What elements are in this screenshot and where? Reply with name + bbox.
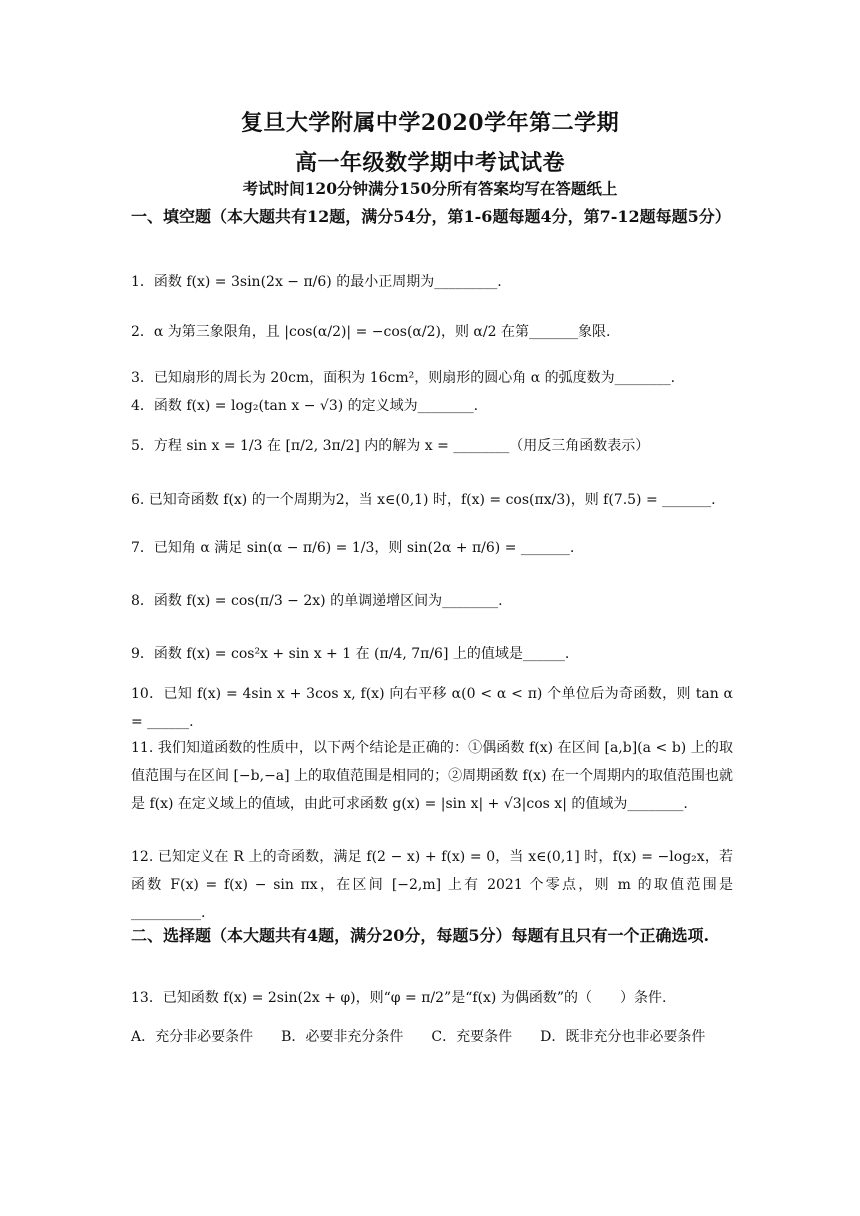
exam-title: 复旦大学附属中学2020学年第二学期 [240,110,620,136]
exam-instructions: 考试时间120分钟满分150分所有答案均写在答题纸上 [242,179,618,198]
question-13: 13．已知函数 f(x) = 2sin(2x + φ)，则“φ = π/2”是“f(x) 为偶函数”的（ ）条件. [131,990,667,1006]
question-12: 12. 已知定义在 R 上的奇函数，满足 f(2 − x) + f(x) = 0，当 x∈(0,1] 时，f(x) = −log₂x，若函数 F(x) = f(x) − sin πx，在区间 [−2,m] 上有 2021 个零点，则 m 的取值范围是__________. [131,849,733,921]
question-2: 2．α 为第三象限角，且 |cos(α/2)| = −cos(α/2)，则 α/2 在第_______象限. [131,324,611,340]
question-3: 3．已知扇形的周长为 20cm，面积为 16cm²，则扇形的圆心角 α 的弧度数为________. [131,370,676,386]
exam-grade-title: 高一年级数学期中考试试卷 [294,150,565,176]
section-choice-heading: 二、选择题（本大题共有4题，满分20分，每题5分）每题有且只有一个正确选项. [131,926,710,945]
question-1: 1．函数 f(x) = 3sin(2x − π/6) 的最小正周期为_________. [131,274,502,290]
question-4: 4．函数 f(x) = log₂(tan x − √3) 的定义域为________. [131,398,479,414]
question-11: 11. 我们知道函数的性质中，以下两个结论是正确的：①偶函数 f(x) 在区间 [a,b](a < b) 上的取值范围与在区间 [−b,−a] 上的取值范围是相同的；②周期函数 f(x) 在一个周期内的取值范围也就是 f(x) 在定义域上的值域，由此可求函数 g(x) = |sin x| + √3|cos x| 的值域为________. [131,740,733,812]
section-fill-in-heading: 一、填空题（本大题共有12题，满分54分，第1-6题每题4分，第7-12题每题5分） [131,207,731,226]
question-9: 9．函数 f(x) = cos²x + sin x + 1 在 (π/4, 7π/6] 上的值域是______. [131,646,570,662]
question-7: 7．已知角 α 满足 sin(α − π/6) = 1/3，则 sin(2α + π/6) = _______. [131,540,575,556]
question-13-options: A．充分非必要条件 B．必要非充分条件 C．充要条件 D．既非充分也非必要条件 [131,1029,706,1045]
question-10: 10．已知 f(x) = 4sin x + 3cos x, f(x) 向右平移 α(0 < α < π) 个单位后为奇函数，则 tan α = ______. [131,686,733,730]
question-5: 5．方程 sin x = 1/3 在 [π/2, 3π/2] 内的解为 x = ________（用反三角函数表示） [131,438,650,454]
question-6: 6. 已知奇函数 f(x) 的一个周期为2，当 x∈(0,1) 时，f(x) = cos(πx/3)，则 f(7.5) = _______. [131,492,716,508]
question-8: 8．函数 f(x) = cos(π/3 − 2x) 的单调递增区间为________. [131,593,503,609]
